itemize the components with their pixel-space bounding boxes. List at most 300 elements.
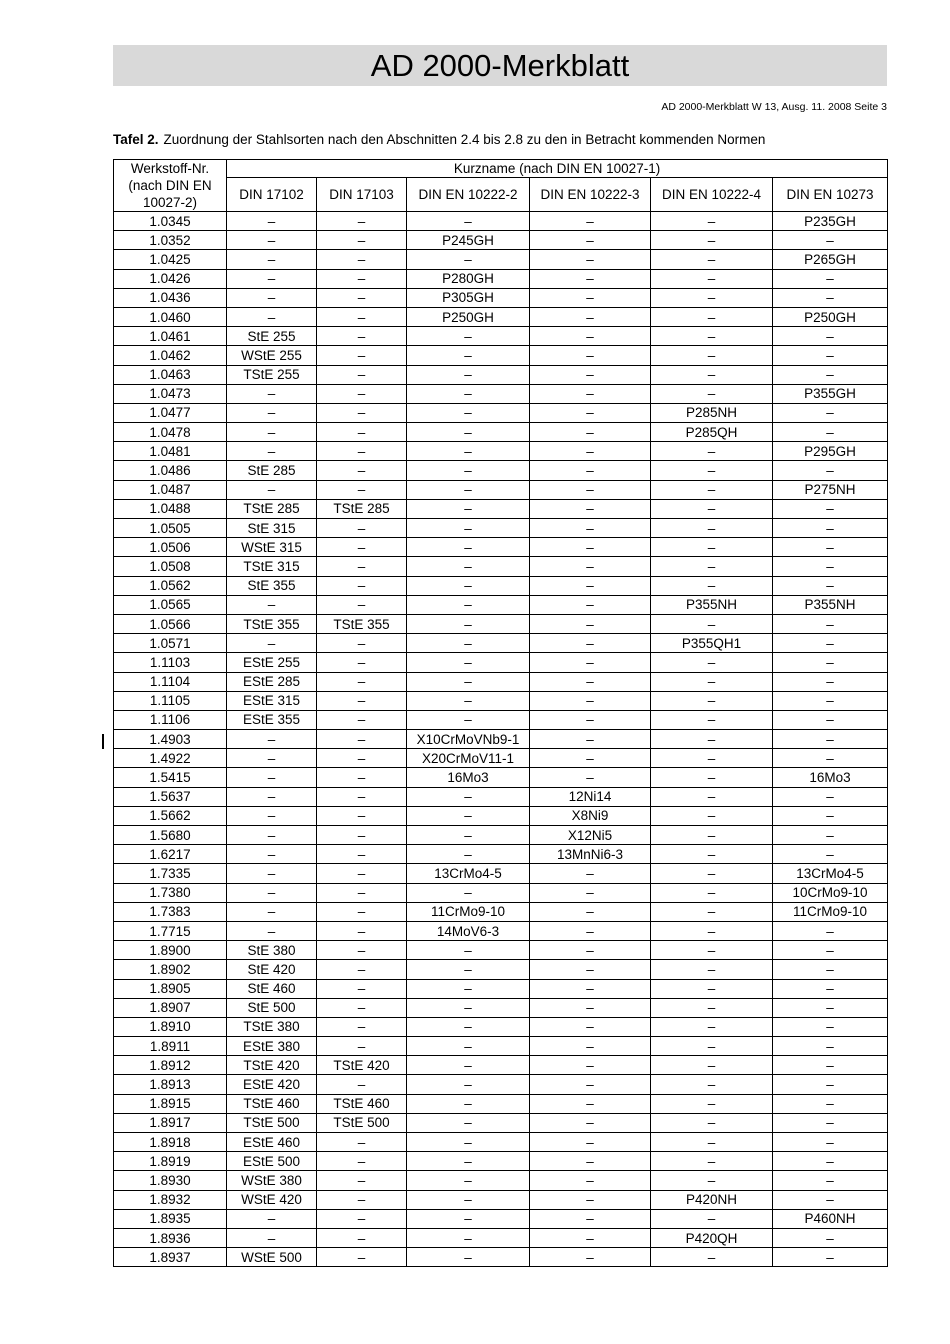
din-17102-cell: – [227,1228,317,1247]
din-17103-cell: TStE 460 [317,1094,407,1113]
din-17103-cell: – [317,749,407,768]
table-row [114,288,888,307]
din-en-10222-2-cell: – [407,1037,530,1056]
werkstoff-nr-cell: 1.5415 [114,768,227,787]
table-row [114,1190,888,1209]
din-17102-cell: WStE 420 [227,1190,317,1209]
werkstoff-nr-cell: 1.8930 [114,1171,227,1190]
din-17102-cell: EStE 285 [227,672,317,691]
din-en-10222-3-cell: – [530,595,651,614]
din-en-10222-3-cell: – [530,480,651,499]
din-17102-cell: – [227,442,317,461]
din-en-10222-2-cell: P250GH [407,307,530,326]
din-en-10273-cell: – [773,979,888,998]
table-row [114,691,888,710]
din-en-10222-4-cell: – [651,998,773,1017]
din-en-10273-cell: – [773,499,888,518]
table-row [114,212,888,231]
din-en-10222-3-cell: – [530,883,651,902]
din-en-10222-4-cell: P285NH [651,403,773,422]
werkstoff-nr-cell: 1.0566 [114,614,227,633]
din-en-10222-4-cell: – [651,212,773,231]
table-row [114,557,888,576]
werkstoff-nr-cell: 1.0506 [114,538,227,557]
table-row [114,1133,888,1152]
din-17103-cell: – [317,1017,407,1036]
din-en-10222-2-cell: 13CrMo4-5 [407,864,530,883]
din-en-10222-4-cell: P285QH [651,423,773,442]
din-en-10222-4-cell: – [651,1075,773,1094]
din-17103-cell: TStE 285 [317,499,407,518]
din-17102-cell: EStE 315 [227,691,317,710]
din-en-10222-4-cell: – [651,921,773,940]
werkstoff-nr-cell: 1.0571 [114,634,227,653]
din-17103-cell: – [317,327,407,346]
din-en-10222-4-cell: – [651,461,773,480]
werkstoff-nr-cell: 1.8918 [114,1133,227,1152]
table-row [114,634,888,653]
din-en-10222-3-cell: – [530,1075,651,1094]
din-en-10222-2-cell: 16Mo3 [407,768,530,787]
din-en-10273-cell: 11CrMo9-10 [773,902,888,921]
werkstoff-nr-cell: 1.8935 [114,1209,227,1228]
din-en-10222-3-cell: – [530,653,651,672]
din-en-10273-cell: – [773,730,888,749]
column-header-werkstoff-nr: Werkstoff-Nr. (nach DIN EN 10027-2) [114,160,227,212]
din-en-10222-4-cell: – [651,1133,773,1152]
din-en-10222-4-cell: – [651,442,773,461]
din-17102-cell: TStE 380 [227,1017,317,1036]
din-17103-cell: TStE 420 [317,1056,407,1075]
din-en-10222-4-cell: P355NH [651,595,773,614]
table-row [114,960,888,979]
din-en-10273-cell: – [773,787,888,806]
din-en-10222-4-cell: – [651,710,773,729]
werkstoff-nr-cell: 1.5662 [114,806,227,825]
din-en-10222-4-cell: – [651,288,773,307]
din-en-10222-2-cell: – [407,250,530,269]
werkstoff-nr-cell: 1.8913 [114,1075,227,1094]
din-en-10222-2-cell: – [407,710,530,729]
werkstoff-nr-cell: 1.1104 [114,672,227,691]
din-en-10222-3-cell: X8Ni9 [530,806,651,825]
din-en-10222-2-cell: – [407,1248,530,1267]
din-17102-cell: StE 420 [227,960,317,979]
din-en-10273-cell: P355NH [773,595,888,614]
din-en-10222-2-cell: – [407,576,530,595]
din-en-10222-2-cell: – [407,960,530,979]
table-row [114,499,888,518]
din-en-10222-3-cell: – [530,327,651,346]
din-en-10222-2-cell: – [407,614,530,633]
din-en-10273-cell: – [773,1248,888,1267]
din-en-10222-4-cell: – [651,806,773,825]
din-en-10222-4-cell: – [651,864,773,883]
table-row [114,1152,888,1171]
table-row [114,1094,888,1113]
table-row [114,461,888,480]
werkstoff-nr-cell: 1.0508 [114,557,227,576]
werkstoff-nr-cell: 1.0562 [114,576,227,595]
din-en-10222-4-cell: – [651,883,773,902]
din-17103-cell: – [317,960,407,979]
werkstoff-nr-cell: 1.0486 [114,461,227,480]
din-17102-cell: WStE 380 [227,1171,317,1190]
din-en-10222-4-cell: – [651,269,773,288]
din-en-10222-2-cell: – [407,499,530,518]
din-17103-cell: – [317,576,407,595]
din-en-10273-cell: – [773,1190,888,1209]
werkstoff-nr-cell: 1.1103 [114,653,227,672]
din-en-10222-3-cell: – [530,1017,651,1036]
din-en-10273-cell: – [773,1228,888,1247]
din-en-10273-cell: – [773,538,888,557]
werkstoff-nr-cell: 1.7335 [114,864,227,883]
table-row [114,653,888,672]
din-17102-cell: WStE 315 [227,538,317,557]
page-header-banner [113,45,887,86]
din-en-10222-4-cell: – [651,672,773,691]
werkstoff-nr-cell: 1.8919 [114,1152,227,1171]
werkstoff-nr-cell: 1.7383 [114,902,227,921]
din-en-10222-3-cell: – [530,1209,651,1228]
werkstoff-nr-cell: 1.0481 [114,442,227,461]
din-17102-cell: EStE 420 [227,1075,317,1094]
table-row [114,576,888,595]
din-en-10222-3-cell: – [530,1171,651,1190]
din-en-10222-4-cell: – [651,653,773,672]
din-17103-cell: – [317,1248,407,1267]
table-caption [113,132,765,147]
din-17102-cell: – [227,423,317,442]
din-17102-cell: EStE 255 [227,653,317,672]
din-17103-cell: – [317,1190,407,1209]
din-17102-cell: StE 285 [227,461,317,480]
din-17103-cell: – [317,710,407,729]
din-en-10273-cell: 10CrMo9-10 [773,883,888,902]
din-en-10222-3-cell: – [530,346,651,365]
din-en-10273-cell: – [773,806,888,825]
din-17102-cell: TStE 420 [227,1056,317,1075]
din-en-10222-4-cell: – [651,787,773,806]
din-17102-cell: – [227,845,317,864]
werkstoff-nr-cell: 1.0463 [114,365,227,384]
table-row [114,1228,888,1247]
din-17103-cell: – [317,423,407,442]
werkstoff-nr-cell: 1.0460 [114,307,227,326]
din-en-10222-3-cell: – [530,365,651,384]
din-17102-cell: – [227,826,317,845]
din-en-10222-2-cell: – [407,998,530,1017]
din-en-10222-3-cell: – [530,691,651,710]
din-17103-cell: – [317,1075,407,1094]
din-en-10222-4-cell: P355QH1 [651,634,773,653]
din-17102-cell: TStE 500 [227,1113,317,1132]
din-en-10222-3-cell: – [530,1152,651,1171]
din-en-10222-4-cell: – [651,979,773,998]
din-en-10222-3-cell: – [530,250,651,269]
table-row [114,1037,888,1056]
din-en-10222-2-cell: – [407,442,530,461]
table-row [114,1248,888,1267]
din-17103-cell: – [317,941,407,960]
table-caption-label: Tafel 2. [113,132,159,147]
din-17103-cell: TStE 500 [317,1113,407,1132]
din-en-10222-2-cell: – [407,1190,530,1209]
werkstoff-nr-cell: 1.4922 [114,749,227,768]
table-row [114,787,888,806]
din-en-10273-cell: – [773,576,888,595]
din-17103-cell: – [317,768,407,787]
table-row [114,519,888,538]
werkstoff-nr-cell: 1.0461 [114,327,227,346]
din-en-10222-4-cell: – [651,307,773,326]
table-row [114,1075,888,1094]
din-17103-cell: – [317,1037,407,1056]
din-en-10222-3-cell: – [530,614,651,633]
din-17102-cell: WStE 500 [227,1248,317,1267]
din-en-10222-4-cell: – [651,346,773,365]
din-en-10273-cell: – [773,423,888,442]
din-en-10273-cell: – [773,231,888,250]
din-en-10222-2-cell: – [407,1075,530,1094]
din-17103-cell: – [317,845,407,864]
werkstoff-nr-cell: 1.0487 [114,480,227,499]
din-en-10222-4-cell: – [651,384,773,403]
table-row [114,1017,888,1036]
din-en-10222-4-cell: – [651,614,773,633]
din-17102-cell: – [227,288,317,307]
din-17102-cell: – [227,480,317,499]
din-17103-cell: – [317,730,407,749]
din-en-10222-4-cell: – [651,365,773,384]
werkstoff-nr-cell: 1.0473 [114,384,227,403]
din-en-10273-cell: P355GH [773,384,888,403]
werkstoff-nr-cell: 1.8917 [114,1113,227,1132]
din-en-10222-3-cell: 12Ni14 [530,787,651,806]
din-17102-cell: StE 500 [227,998,317,1017]
din-17103-cell: – [317,231,407,250]
din-en-10222-4-cell: – [651,1209,773,1228]
din-en-10222-4-cell: – [651,1248,773,1267]
din-17102-cell: – [227,902,317,921]
din-en-10273-cell: P460NH [773,1209,888,1228]
din-en-10222-3-cell: – [530,1113,651,1132]
din-17103-cell: – [317,1171,407,1190]
werkstoff-nr-cell: 1.5680 [114,826,227,845]
din-en-10222-2-cell: – [407,941,530,960]
din-en-10222-2-cell: – [407,403,530,422]
table-row [114,768,888,787]
werkstoff-nr-cell: 1.1106 [114,710,227,729]
din-17102-cell: – [227,384,317,403]
din-17103-cell: – [317,1152,407,1171]
din-en-10222-2-cell: – [407,346,530,365]
din-en-10222-3-cell: – [530,634,651,653]
din-en-10222-2-cell: – [407,634,530,653]
werkstoff-nr-cell: 1.0505 [114,519,227,538]
column-header-din-en-10222-4: DIN EN 10222-4 [651,178,773,212]
table-row [114,998,888,1017]
din-en-10222-4-cell: – [651,1094,773,1113]
table-caption-text: Zuordnung der Stahlsorten nach den Abschnitten 2.4 bis 2.8 zu den in Betracht kommenden Normen [163,132,766,147]
din-en-10273-cell: – [773,1075,888,1094]
din-en-10222-2-cell: – [407,845,530,864]
din-en-10222-2-cell: – [407,883,530,902]
din-17103-cell: – [317,979,407,998]
din-en-10273-cell: – [773,461,888,480]
werkstoff-nr-cell: 1.5637 [114,787,227,806]
steel-grade-table [113,159,888,1267]
din-en-10273-cell: 16Mo3 [773,768,888,787]
table-row [114,710,888,729]
werkstoff-nr-cell: 1.8905 [114,979,227,998]
table-row [114,480,888,499]
din-en-10222-3-cell: – [530,1037,651,1056]
table-row [114,442,888,461]
din-en-10222-3-cell: X12Ni5 [530,826,651,845]
din-17103-cell: – [317,1133,407,1152]
din-17102-cell: – [227,269,317,288]
din-en-10273-cell: – [773,1056,888,1075]
din-en-10222-3-cell: – [530,231,651,250]
din-en-10222-2-cell: – [407,979,530,998]
werkstoff-nr-cell: 1.0478 [114,423,227,442]
din-17103-cell: – [317,595,407,614]
din-17102-cell: – [227,749,317,768]
revision-mark [102,734,104,749]
table-subheader-row [114,178,888,212]
din-17103-cell: – [317,864,407,883]
table-row [114,365,888,384]
din-en-10222-2-cell: – [407,1017,530,1036]
din-17102-cell: – [227,595,317,614]
table-row [114,403,888,422]
table-row [114,423,888,442]
din-17102-cell: EStE 355 [227,710,317,729]
din-17103-cell: TStE 355 [317,614,407,633]
werkstoff-nr-cell: 1.0488 [114,499,227,518]
din-en-10222-4-cell: – [651,1171,773,1190]
din-en-10222-2-cell: – [407,384,530,403]
din-17102-cell: – [227,1209,317,1228]
din-en-10222-2-cell: – [407,787,530,806]
table-row [114,921,888,940]
din-en-10273-cell: – [773,365,888,384]
din-17103-cell: – [317,826,407,845]
din-en-10273-cell: – [773,941,888,960]
werkstoff-nr-cell: 1.8902 [114,960,227,979]
din-17102-cell: – [227,730,317,749]
din-en-10222-2-cell: – [407,519,530,538]
werkstoff-nr-cell: 1.0352 [114,231,227,250]
din-en-10222-2-cell: 11CrMo9-10 [407,902,530,921]
din-en-10222-3-cell: – [530,1133,651,1152]
din-en-10222-2-cell: P305GH [407,288,530,307]
din-17102-cell: TStE 255 [227,365,317,384]
din-en-10273-cell: – [773,1152,888,1171]
din-en-10222-2-cell: – [407,538,530,557]
din-17102-cell: – [227,307,317,326]
din-17102-cell: – [227,250,317,269]
werkstoff-nr-cell: 1.8900 [114,941,227,960]
table-row [114,1171,888,1190]
din-en-10222-3-cell: – [530,960,651,979]
din-17102-cell: EStE 460 [227,1133,317,1152]
din-en-10222-2-cell: – [407,672,530,691]
column-header-din-en-10222-2: DIN EN 10222-2 [407,178,530,212]
din-en-10222-3-cell: – [530,941,651,960]
din-en-10273-cell: – [773,749,888,768]
din-en-10273-cell: – [773,1017,888,1036]
din-en-10222-3-cell: – [530,442,651,461]
din-en-10222-2-cell: X10CrMoVNb9-1 [407,730,530,749]
page-title: AD 2000-Merkblatt [370,48,630,83]
din-en-10273-cell: P265GH [773,250,888,269]
din-en-10222-3-cell: – [530,979,651,998]
din-17102-cell: – [227,883,317,902]
din-en-10222-4-cell: – [651,768,773,787]
din-en-10222-3-cell: – [530,1190,651,1209]
din-en-10222-2-cell: P280GH [407,269,530,288]
din-17102-cell: StE 460 [227,979,317,998]
table-row [114,902,888,921]
table-row [114,749,888,768]
din-17103-cell: – [317,519,407,538]
din-en-10222-2-cell: – [407,653,530,672]
din-en-10222-3-cell: – [530,998,651,1017]
din-en-10222-2-cell: – [407,212,530,231]
din-en-10222-4-cell: – [651,941,773,960]
din-en-10273-cell: – [773,672,888,691]
werkstoff-nr-cell: 1.8912 [114,1056,227,1075]
din-17103-cell: – [317,346,407,365]
din-en-10222-3-cell: – [530,423,651,442]
din-17102-cell: TStE 285 [227,499,317,518]
din-17103-cell: – [317,883,407,902]
table-body [114,212,888,1267]
table-row [114,845,888,864]
din-17102-cell: TStE 355 [227,614,317,633]
werkstoff-nr-cell: 1.8937 [114,1248,227,1267]
din-en-10273-cell: P275NH [773,480,888,499]
din-17103-cell: – [317,212,407,231]
din-en-10222-3-cell: – [530,288,651,307]
din-en-10222-3-cell: – [530,538,651,557]
din-17102-cell: – [227,787,317,806]
din-en-10222-2-cell: P245GH [407,231,530,250]
din-en-10222-2-cell: – [407,1209,530,1228]
din-17102-cell: EStE 380 [227,1037,317,1056]
din-en-10273-cell: – [773,557,888,576]
din-17103-cell: – [317,269,407,288]
din-en-10273-cell: – [773,1094,888,1113]
werkstoff-nr-cell: 1.8907 [114,998,227,1017]
din-17102-cell: StE 315 [227,519,317,538]
din-17102-cell: WStE 255 [227,346,317,365]
werkstoff-nr-cell: 1.7380 [114,883,227,902]
din-17103-cell: – [317,806,407,825]
din-en-10222-2-cell: – [407,1228,530,1247]
table-row [114,730,888,749]
din-en-10222-3-cell: – [530,768,651,787]
table-row [114,1209,888,1228]
din-17102-cell: – [227,634,317,653]
table-row [114,1113,888,1132]
table-row [114,941,888,960]
din-en-10222-3-cell: – [530,1228,651,1247]
werkstoff-nr-cell: 1.8911 [114,1037,227,1056]
